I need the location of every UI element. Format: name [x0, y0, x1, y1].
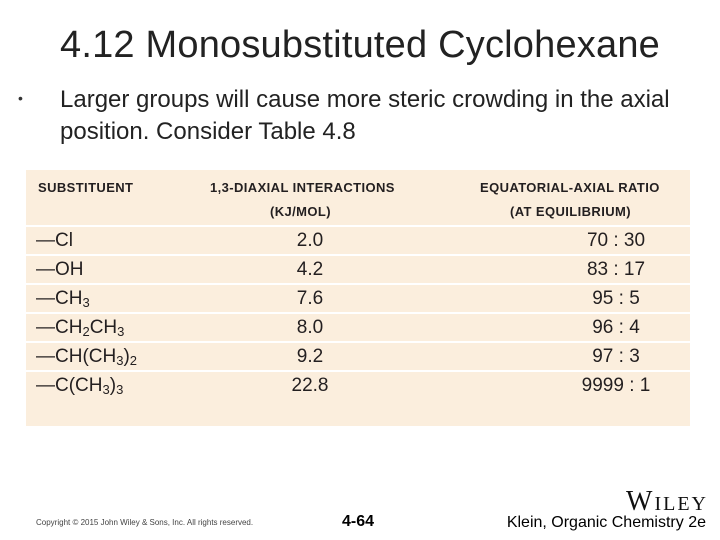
citation-text: Klein, Organic Chemistry 2e — [506, 514, 706, 531]
cell-substituent: $—CH(CH_3)_2$ — [36, 346, 138, 368]
cell-interaction-energy: 9.2 — [296, 346, 324, 367]
slide-title: 4.12 Monosubstituted Cyclohexane — [59, 24, 660, 66]
cell-ratio: 70 : 30 — [586, 230, 646, 251]
bullet-text: Larger groups will cause more steric crowding in the axial position. Consider Table 4.8 — [60, 86, 670, 145]
cell-substituent: $—C(CH_3)_3$ — [36, 375, 124, 397]
cell-ratio: 96 : 4 — [592, 317, 640, 338]
cell-substituent: $—CH_2CH_3$ — [36, 317, 125, 339]
header-ratio: EQUATORIAL-AXIAL RATIO — [480, 180, 660, 195]
cell-substituent: —Cl — [36, 230, 73, 251]
header-interactions-unit: (KJ/MOL) — [270, 204, 331, 219]
header-interactions: 1,3-DIAXIAL INTERACTIONS — [210, 180, 395, 195]
cell-interaction-energy: 2.0 — [296, 230, 324, 251]
cell-substituent: $—CH_3$ — [36, 288, 90, 310]
cell-interaction-energy: 7.6 — [296, 288, 324, 309]
cell-ratio: 9999 : 1 — [581, 375, 651, 396]
cell-interaction-energy: 22.8 — [291, 375, 329, 396]
wiley-logo: Wiley — [626, 486, 708, 517]
header-substituent: SUBSTITUENT — [38, 180, 134, 195]
bullet-marker: • — [18, 90, 23, 106]
cell-interaction-energy: 4.2 — [296, 259, 324, 280]
copyright-text: Copyright © 2015 John Wiley & Sons, Inc. All rights reserved. — [36, 518, 254, 527]
cell-ratio: 95 : 5 — [592, 288, 640, 309]
cell-interaction-energy: 8.0 — [296, 317, 324, 338]
cell-ratio: 97 : 3 — [592, 346, 640, 367]
cell-ratio: 83 : 17 — [586, 259, 646, 280]
cell-substituent: —OH — [36, 259, 84, 280]
table-4-8 — [26, 170, 690, 426]
header-ratio-unit: (AT EQUILIBRIUM) — [510, 204, 631, 219]
page-number: 4-64 — [342, 513, 375, 530]
